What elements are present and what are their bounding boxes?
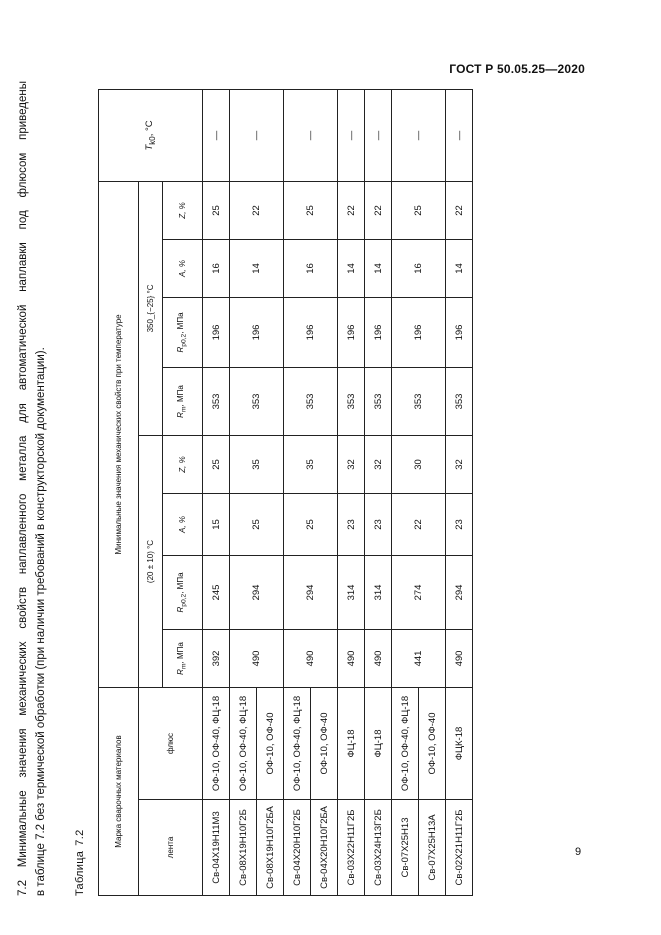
document-id: ГОСТ Р 50.05.25—2020 [449,62,585,76]
value-cell: 294 [446,555,473,629]
flux-cell: ФЦК-18 [446,687,473,799]
value-cell: 22 [365,181,392,239]
value-cell: — [284,89,338,181]
table-row [365,89,392,895]
tape-cell: Св-04Х20Н10Г2Б [284,800,311,896]
value-cell: 441 [392,629,446,687]
value-cell: 245 [203,555,230,629]
value-cell: 14 [230,239,284,297]
tape-header: лента [139,800,203,896]
value-cell: 490 [338,629,365,687]
tk-header: $T_{k0}$, °С [99,89,203,181]
temp-20-header: (20 ± 10) °С [139,435,163,687]
flux-cell: ФЦ-18 [338,687,365,799]
value-cell: 32 [338,435,365,493]
value-cell: 353 [365,367,392,435]
value-cell: 294 [284,555,338,629]
table-row [203,89,230,895]
rp-header-20: $R_{p0,2}$, МПа [163,555,203,629]
value-cell: — [203,89,230,181]
value-cell: 14 [446,239,473,297]
value-cell: 32 [446,435,473,493]
table-row [284,89,311,895]
table-label-word: Таблица [74,850,86,896]
value-cell: 490 [230,629,284,687]
value-cell: 353 [392,367,446,435]
flux-cell: ОФ-10, ОФ-40, ФЦ-18 [284,687,311,799]
value-cell: — [392,89,446,181]
table-row [230,89,257,895]
min-props-header: Минимальные значения механических свойств при температуре [99,181,139,687]
value-cell: 16 [392,239,446,297]
value-cell: 16 [203,239,230,297]
value-cell: 490 [284,629,338,687]
value-cell: 314 [338,555,365,629]
rotated-content [12,20,592,930]
tape-cell: Св-03Х22Н11Г2Б [338,800,365,896]
table-label-number: 7.2 [74,829,86,846]
value-cell: 25 [203,435,230,493]
table-row [392,89,419,895]
value-cell: 25 [284,181,338,239]
flux-cell: ОФ-10, ОФ-40 [419,687,446,799]
value-cell: 35 [284,435,338,493]
flux-cell: ОФ-10, ОФ-40, ФЦ-18 [392,687,419,799]
value-cell: 23 [338,493,365,555]
value-cell: 294 [230,555,284,629]
rm-header-20: $R_m$, МПа [163,629,203,687]
value-cell: 30 [392,435,446,493]
value-cell: 196 [392,297,446,367]
value-cell: — [230,89,284,181]
flux-cell: ОФ-10, ОФ-40 [311,687,338,799]
value-cell: 353 [446,367,473,435]
z-header-350: Z, % [163,181,203,239]
tape-cell: Св-04Х20Н10Г2БА [311,800,338,896]
tape-cell: Св-07Х25Н13А [419,800,446,896]
value-cell: 16 [284,239,338,297]
value-cell: 196 [338,297,365,367]
tape-cell: Св-08Х19Н10Г2Б [230,800,257,896]
tape-cell: Св-07Х25Н13 [392,800,419,896]
value-cell: 22 [338,181,365,239]
value-cell: 23 [446,493,473,555]
flux-cell: ОФ-10, ОФ-40, ФЦ-18 [230,687,257,799]
materials-header: Марка сварочных материалов [99,687,139,895]
rp-header-350: $R_{p0,2}$, МПа [163,297,203,367]
flux-cell: ФЦ-18 [365,687,392,799]
tape-cell: Св-04Х19Н11М3 [203,800,230,896]
value-cell: — [338,89,365,181]
value-cell: 35 [230,435,284,493]
value-cell: 196 [203,297,230,367]
intro-line-2: в таблице 7.2 без термической обработки (при наличии требований в конструкторской документации). [35,347,47,896]
a-header-20: A, % [163,493,203,555]
value-cell: — [365,89,392,181]
value-cell: 490 [365,629,392,687]
value-cell: 15 [203,493,230,555]
value-cell: 196 [284,297,338,367]
value-cell: 14 [338,239,365,297]
flux-cell: ОФ-10, ОФ-40, ФЦ-18 [203,687,230,799]
value-cell: — [446,89,473,181]
value-cell: 196 [446,297,473,367]
value-cell: 14 [365,239,392,297]
properties-table [98,89,473,896]
a-header-350: A, % [163,239,203,297]
value-cell: 196 [365,297,392,367]
value-cell: 353 [230,367,284,435]
value-cell: 392 [203,629,230,687]
value-cell: 353 [203,367,230,435]
value-cell: 490 [446,629,473,687]
value-cell: 196 [230,297,284,367]
table-row [338,89,365,895]
table-label [74,830,86,897]
value-cell: 22 [392,493,446,555]
value-cell: 353 [284,367,338,435]
intro-line-1: 7.2 Минимальные значения механических свойств наплавленного металла для автоматической наплавки под флюсом приведены [17,81,29,896]
z-header-20: Z, % [163,435,203,493]
value-cell: 274 [392,555,446,629]
value-cell: 23 [365,493,392,555]
flux-header: флюс [139,687,203,799]
value-cell: 22 [230,181,284,239]
value-cell: 25 [230,493,284,555]
page-number: 9 [575,846,582,858]
value-cell: 25 [284,493,338,555]
intro-paragraph [14,81,50,896]
tape-cell: Св-02Х21Н11Г2Б [446,800,473,896]
header-row-1 [99,89,139,895]
value-cell: 32 [365,435,392,493]
header-row-2 [139,89,163,895]
value-cell: 25 [392,181,446,239]
tape-cell: Св-08Х19Н10Г2БА [257,800,284,896]
table-row [446,89,473,895]
flux-cell: ОФ-10, ОФ-40 [257,687,284,799]
value-cell: 25 [203,181,230,239]
value-cell: 353 [338,367,365,435]
rm-header-350: $R_m$, МПа [163,367,203,435]
value-cell: 314 [365,555,392,629]
value-cell: 22 [446,181,473,239]
tape-cell: Св-03Х24Н13Г2Б [365,800,392,896]
temp-350-header: 350_{−25} °С [139,181,163,435]
